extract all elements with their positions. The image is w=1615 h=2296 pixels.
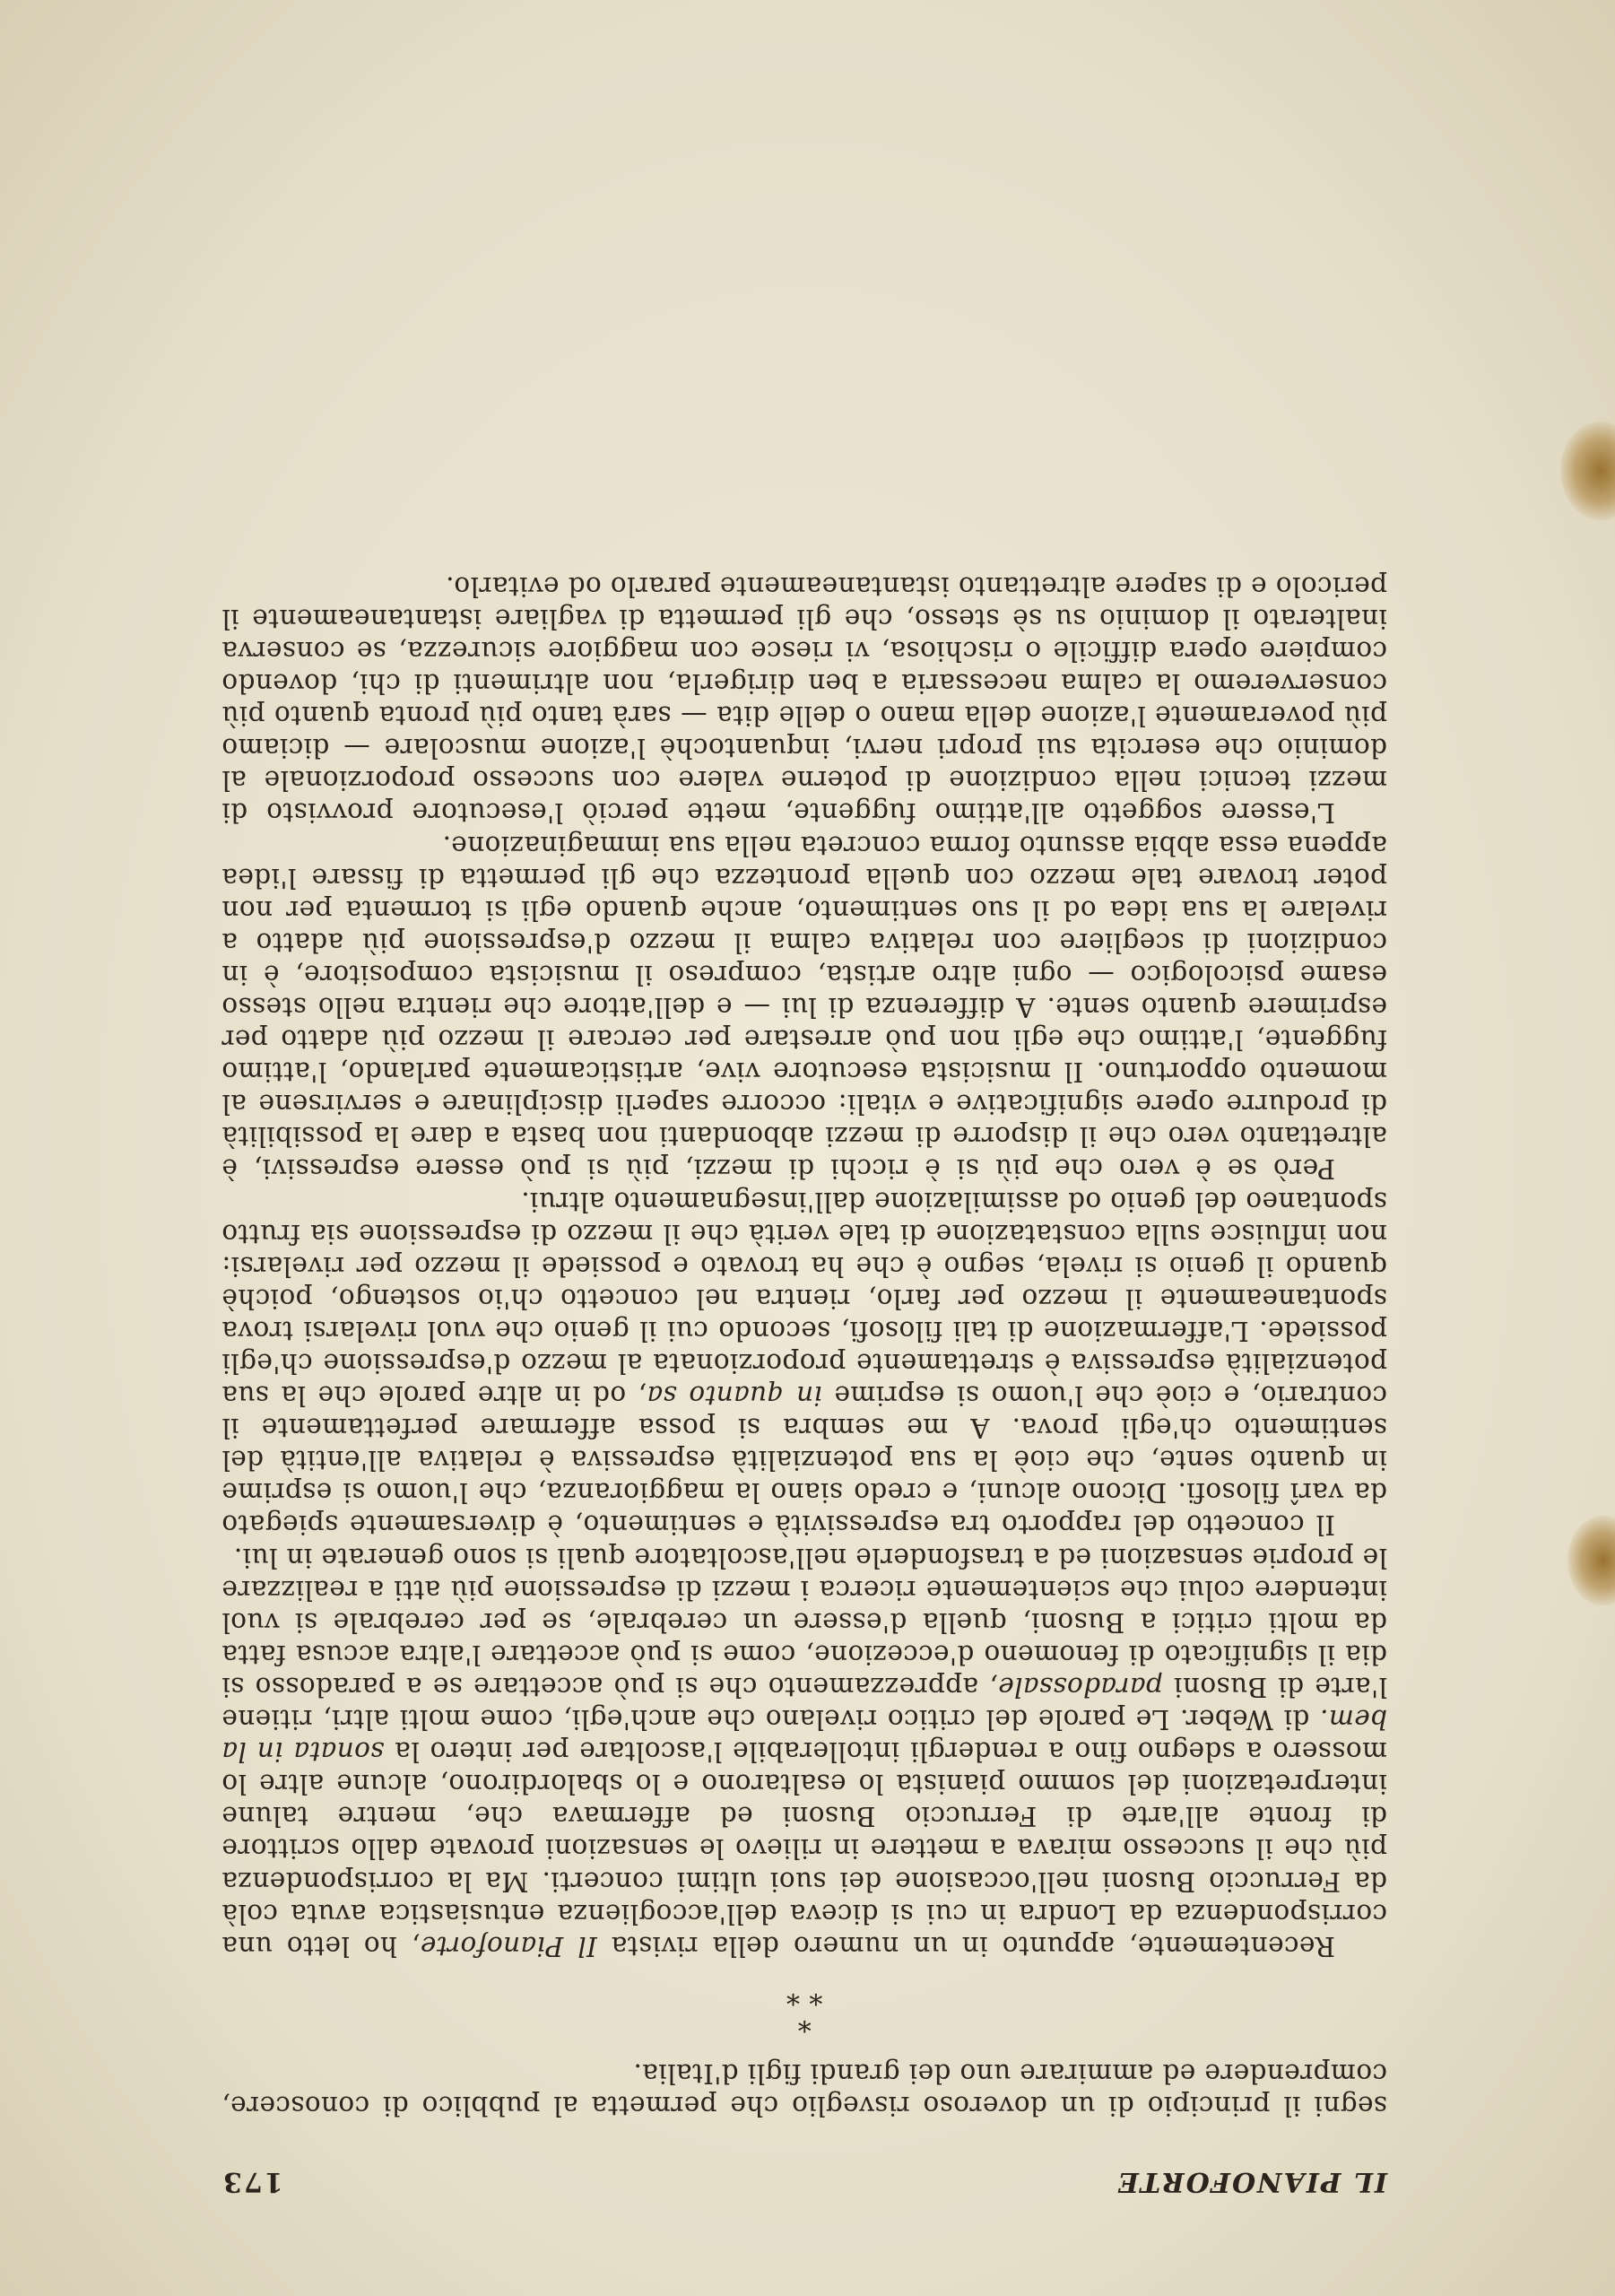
p3-text-b: , od in altre parole che la sua potenzialità espressiva è strettamente proporzionata al mezzo d'espressione ch'egli possiede. L'affermazione di tali filosofi, secondo cui il genio che vuol rivelarsi trova spontaneamente il mezzo per farlo, rientra nel concetto ch'io sostengo, poichè quando il genio si rivela, segno è che ha trovato e possiede il mezzo per rivelarsi: non influisce sulla constatazione di tale verità che il mezzo di espressione sia frutto spontaneo del genio od assimilazione dall'insegnamento altrui. <box>221 1186 1387 1412</box>
running-header <box>221 2165 1387 2197</box>
page-number: 173 <box>221 2166 283 2197</box>
paragraph-2 <box>221 1542 1387 1962</box>
paragraph-4: Però se è vero che più si è ricchi di mezzi, più si può essere espressivi, è altrettanto vero che il disporre di mezzi abbondanti non basta a dare la possibilità di produrre opere significative e vitali: occorre saperli disciplinare e servirsene al momento opportuno. Il musicista esecutore vive, artisticamente parlando, l'attimo fuggente, l'attimo che egli non può arrestare per cercare il mezzo più adatto per esprimere quanto sente. A differenza di lui — e dell'attore che rientra nello stesso esame psicologico — ogni altro artista, compreso il musicista compositore, è in condizioni di scegliere con relativa calma il mezzo d'espressione più adatto a rivelare la sua idea od il suo sentimento, anche quando egli si tormenta per non poter trovare tale mezzo con quella prontezza che gli permetta di fissare l'idea appena essa abbia assunto forma concreta nella sua immaginazione. <box>221 830 1387 1185</box>
paragraph-3 <box>221 1185 1387 1541</box>
p2-text-d: , apprezzamento che si può accettare se a paradosso si dia il significato di fenomeno d'eccezione, come si può accettare l'altra accusa fatta da molti critici a Busoni, quella d'essere un cerebrale, se per cerebrale si vuol intendere colui che scientemente ricerca i mezzi di espressione più atti a realizzare le proprie sensazioni ed a trasfonderle nell'ascoltatore quali si sono generate in lui. <box>221 1542 1387 1702</box>
p3-italic-phrase: in quanto sa <box>647 1380 822 1412</box>
journal-title: IL PIANOFORTE <box>1116 2166 1387 2197</box>
p3-text-a: Il concetto del rapporto tra espressività e sentimento, è diversamente spiegato da varî filosofi. Dicono alcuni, e credo siano la maggioranza, che l'uomo si esprime in quanto sente, che cioè la sua potenzialità espressiva è relativa all'entità del sentimento ch'egli prova. A me sembra si possa affermare perfettamente il contrario, e cioè che l'uomo si esprime <box>221 1380 1387 1541</box>
p2-adjective: paradossale <box>997 1671 1163 1702</box>
paragraph-1: segni il principio di un doveroso risveglio che permetta al pubblico di conoscere, comprendere ed ammirare uno dei grandi figli d'Italia. <box>221 2057 1387 2121</box>
asterism-top: * <box>797 2005 812 2037</box>
text-block <box>221 570 1387 2197</box>
p2-work-title: sonata in la bem. <box>221 1704 1387 1768</box>
asterism-bottom: * * <box>786 1978 823 2010</box>
p2-journal-title: Il Pianoforte <box>420 1930 597 1961</box>
p2-text-c: di Weber. Le parole del critico rivelano che anch'egli, come molti altri, ritiene l'arte di Busoni <box>221 1671 1387 1735</box>
p2-text-a: Recentemente, appunto in un numero della rivista <box>596 1930 1335 1961</box>
paragraph-5: L'essere soggetto all'attimo fuggente, mette perciò l'esecutore provvisto di mezzi tecnici nella condizione di poterne valere con successo proporzionale al dominio che esercita sui propri nervi, inquantochè l'azione muscolare — diciamo più poveramente l'azione della mano o delle dita — sarà tanto più pronta quanto più conserveremo la calma necessaria a ben dirigerla, non altrimenti di chi, dovendo compiere opera difficile o rischiosa, vi riesce con maggiore sicurezza, se conserva inalterato il dominio su sè stesso, che gli permetta di vagliare istantaneamente il pericolo e di sapere altrettanto istantaneamente pararlo od evitarlo. <box>221 570 1387 829</box>
section-divider <box>221 1978 1387 2037</box>
p2-text-b: , ho letto una corrispondenza da Londra in cui si diceva dell'accoglienza entusiastica avuta colà da Ferruccio Busoni nell'occasione dei suoi ultimi concerti. Ma la corrispondenza più che il successo mirava a mettere in rilievo le sensazioni provate dallo scrittore di fronte all'arte di Ferruccio Busoni ed affermava che, mentre talune interpretazioni del sommo pianista lo esaltarono e lo sbalordirono, alcune altre lo mossero a sdegno fino a rendergli intollerabile l'ascoltare per intero la <box>221 1736 1387 1961</box>
